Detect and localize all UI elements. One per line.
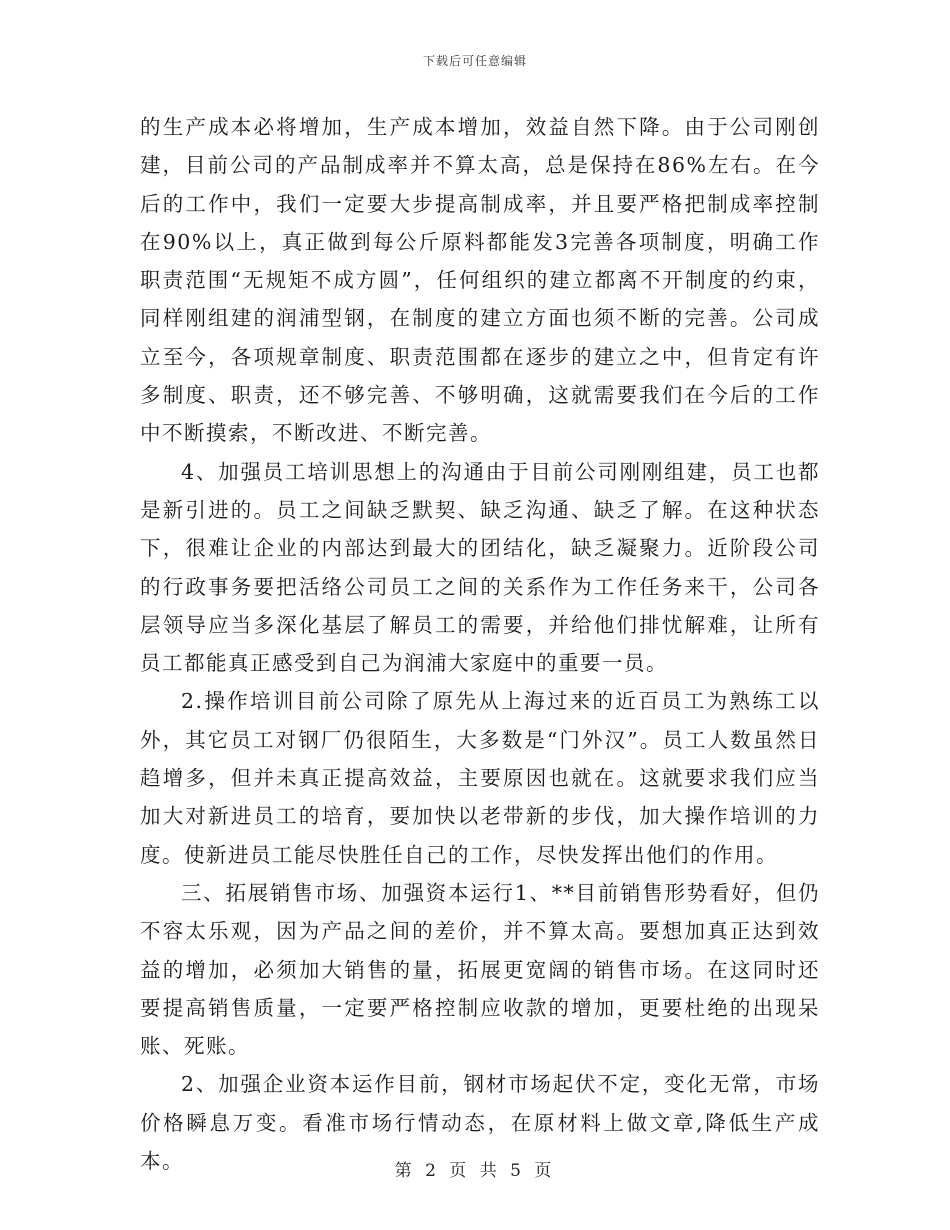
page-header: 下载后可任意编辑 bbox=[422, 54, 527, 68]
paragraph-1: 的生产成本必将增加，生产成本增加，效益自然下降。由于公司刚创建，目前公司的产品制成率并不算太高，总是保持在86%左右。在今后的工作中，我们一定要大步提高制成率，并且要严格把制成率控制在90%以上，真正做到每公斤原料都能发3完善各项制度，明确工作职责范围“无规矩不成方圆”，任何组织的建立都离不开制度的约束，同样刚组建的润浦型钢，在制度的建立方面也须不断的完善。公司成立至今，各项规章制度、职责范围都在逐步的建立之中，但肯定有许多制度、职责，还不够完善、不够明确，这就需要我们在今后的工作中不断摸索，不断改进、不断完善。 bbox=[140, 115, 820, 446]
paragraph-4: 三、拓展销售市场、加强资本运行1、**目前销售形势看好，但仍不容太乐观，因为产品之间的差价，并不算太高。要想加真正达到效益的增加，必须加大销售的量，拓展更宽阔的销售市场。在这同时还要提高销售质量，一定要严格控制应收款的增加，更要杜绝的出现呆账、死账。 bbox=[140, 880, 820, 1059]
paragraph-2: 4、加强员工培训思想上的沟通由于目前公司刚刚组建，员工也都是新引进的。员工之间缺乏默契、缺乏沟通、缺乏了解。在这种状态下，很难让企业的内部达到最大的团结化，缺乏凝聚力。近阶段公司的行政事务要把活络公司员工之间的关系作为工作任务来干，公司各层领导应当多深化基层了解员工的需要，并给他们排忧解难，让所有员工都能真正感受到自己为润浦大家庭中的重要一员。 bbox=[140, 459, 820, 676]
document-body bbox=[140, 108, 820, 1180]
paragraph-3: 2.操作培训目前公司除了原先从上海过来的近百员工为熟练工以外，其它员工对钢厂仍很陌生，大多数是“门外汉”。员工人数虽然日趋增多，但并未真正提高效益，主要原因也就在。这就要求我们应当加大对新进员工的培育，要加快以老带新的步伐，加大操作培训的力度。使新进员工能尽快胜任自己的工作，尽快发挥出他们的作用。 bbox=[140, 689, 820, 867]
paragraph-5: 2、加强企业资本运作目前，钢材市场起伏不定，变化无常，市场价格瞬息万变。看准市场行情动态，在原材料上做文章,降低生产成本。 bbox=[140, 1072, 820, 1174]
page-number-footer: 第 2 页 共 5 页 bbox=[394, 1161, 556, 1181]
